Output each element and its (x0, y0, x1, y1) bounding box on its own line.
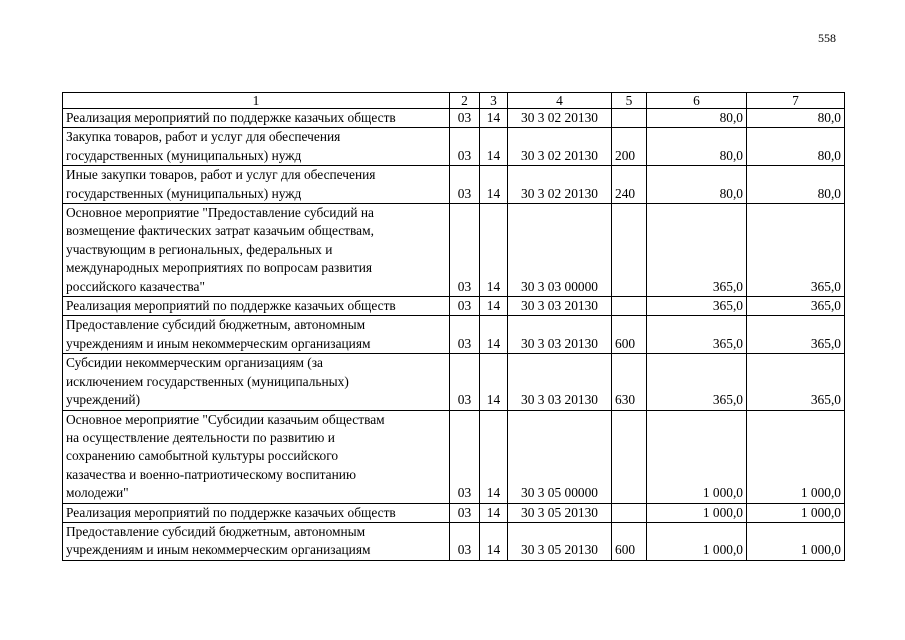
amount-col7-cell: 1 000,0 (747, 503, 845, 522)
header-col-7: 7 (747, 93, 845, 109)
subsection-cell: 14 (480, 354, 508, 410)
amount-col7-cell: 365,0 (747, 354, 845, 410)
subsection-cell: 14 (480, 204, 508, 297)
row-name-cell: Реализация мероприятий по поддержке казачьих обществ (63, 503, 450, 522)
section-cell: 03 (450, 204, 480, 297)
expense-type-cell: 630 (612, 354, 647, 410)
page-number: 558 (818, 31, 836, 45)
section-cell: 03 (450, 503, 480, 522)
section-cell: 03 (450, 522, 480, 560)
amount-col6-cell: 1 000,0 (647, 503, 747, 522)
target-code-cell: 30 3 03 20130 (508, 354, 612, 410)
amount-col6-cell: 1 000,0 (647, 522, 747, 560)
row-name-cell: Иные закупки товаров, работ и услуг для обеспечения государственных (муниципальных) нужд (63, 166, 450, 204)
amount-col7-cell: 80,0 (747, 166, 845, 204)
amount-col6-cell: 1 000,0 (647, 410, 747, 503)
amount-col6-cell: 365,0 (647, 297, 747, 316)
subsection-cell: 14 (480, 297, 508, 316)
amount-col6-cell: 365,0 (647, 316, 747, 354)
expense-type-cell: 240 (612, 166, 647, 204)
subsection-cell: 14 (480, 128, 508, 166)
expense-type-cell: 600 (612, 316, 647, 354)
header-col-1: 1 (63, 93, 450, 109)
expense-type-cell (612, 297, 647, 316)
section-cell: 03 (450, 354, 480, 410)
header-col-2: 2 (450, 93, 480, 109)
section-cell: 03 (450, 128, 480, 166)
subsection-cell: 14 (480, 166, 508, 204)
target-code-cell: 30 3 05 00000 (508, 410, 612, 503)
table-row (63, 354, 845, 410)
table-row (63, 128, 845, 166)
header-col-6: 6 (647, 93, 747, 109)
row-name-cell: Основное мероприятие "Субсидии казачьим обществам на осуществление деятельности по развитию и сохранению самобытной культуры российского казачества и военно-патриотическому воспитанию молодежи" (63, 410, 450, 503)
target-code-cell: 30 3 05 20130 (508, 503, 612, 522)
table-row (63, 316, 845, 354)
table-row (63, 410, 845, 503)
amount-col7-cell: 1 000,0 (747, 410, 845, 503)
amount-col7-cell: 80,0 (747, 109, 845, 128)
row-name-cell: Закупка товаров, работ и услуг для обеспечения государственных (муниципальных) нужд (63, 128, 450, 166)
row-name-cell: Реализация мероприятий по поддержке казачьих обществ (63, 297, 450, 316)
section-cell: 03 (450, 109, 480, 128)
expense-type-cell (612, 410, 647, 503)
expense-type-cell (612, 204, 647, 297)
header-col-5: 5 (612, 93, 647, 109)
header-col-3: 3 (480, 93, 508, 109)
subsection-cell: 14 (480, 410, 508, 503)
subsection-cell: 14 (480, 109, 508, 128)
amount-col7-cell: 365,0 (747, 204, 845, 297)
target-code-cell: 30 3 03 00000 (508, 204, 612, 297)
row-name-cell: Предоставление субсидий бюджетным, автономным учреждениям и иным некоммерческим организациям (63, 316, 450, 354)
target-code-cell: 30 3 05 20130 (508, 522, 612, 560)
table-header-row (63, 93, 845, 109)
expense-type-cell: 600 (612, 522, 647, 560)
target-code-cell: 30 3 02 20130 (508, 128, 612, 166)
table-row (63, 109, 845, 128)
header-col-4: 4 (508, 93, 612, 109)
table-row (63, 204, 845, 297)
amount-col6-cell: 365,0 (647, 354, 747, 410)
row-name-cell: Субсидии некоммерческим организациям (за исключением государственных (муниципальных) учреждений) (63, 354, 450, 410)
amount-col7-cell: 1 000,0 (747, 522, 845, 560)
table-row (63, 522, 845, 560)
subsection-cell: 14 (480, 503, 508, 522)
amount-col6-cell: 80,0 (647, 109, 747, 128)
amount-col7-cell: 80,0 (747, 128, 845, 166)
section-cell: 03 (450, 410, 480, 503)
target-code-cell: 30 3 02 20130 (508, 166, 612, 204)
section-cell: 03 (450, 316, 480, 354)
table-row (63, 503, 845, 522)
table-row (63, 297, 845, 316)
target-code-cell: 30 3 03 20130 (508, 297, 612, 316)
amount-col7-cell: 365,0 (747, 316, 845, 354)
expense-type-cell: 200 (612, 128, 647, 166)
amount-col6-cell: 80,0 (647, 166, 747, 204)
section-cell: 03 (450, 166, 480, 204)
budget-table (62, 92, 845, 561)
amount-col6-cell: 365,0 (647, 204, 747, 297)
row-name-cell: Реализация мероприятий по поддержке казачьих обществ (63, 109, 450, 128)
target-code-cell: 30 3 02 20130 (508, 109, 612, 128)
amount-col7-cell: 365,0 (747, 297, 845, 316)
expense-type-cell (612, 109, 647, 128)
subsection-cell: 14 (480, 316, 508, 354)
subsection-cell: 14 (480, 522, 508, 560)
target-code-cell: 30 3 03 20130 (508, 316, 612, 354)
table-row (63, 166, 845, 204)
amount-col6-cell: 80,0 (647, 128, 747, 166)
section-cell: 03 (450, 297, 480, 316)
row-name-cell: Предоставление субсидий бюджетным, автономным учреждениям и иным некоммерческим организациям (63, 522, 450, 560)
row-name-cell: Основное мероприятие "Предоставление субсидий на возмещение фактических затрат казачьим обществам, участвующим в региональных, федеральных и международных мероприятиях по вопросам развития российского казачества" (63, 204, 450, 297)
expense-type-cell (612, 503, 647, 522)
